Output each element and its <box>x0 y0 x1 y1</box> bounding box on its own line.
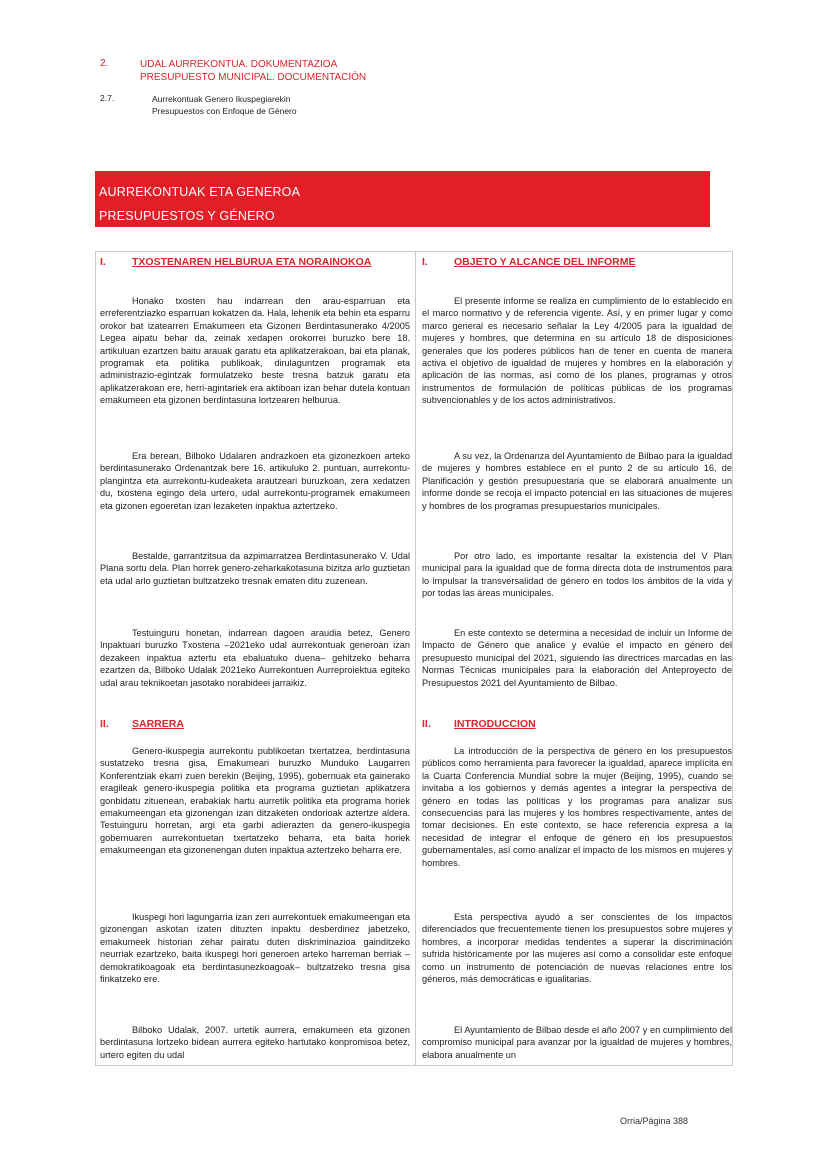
heading-number: I. <box>422 256 428 268</box>
subsection-number: 2.7. <box>100 93 115 103</box>
basque-column <box>100 252 410 1065</box>
heading-text: INTRODUCCION <box>454 718 536 730</box>
subsection-title <box>152 93 297 117</box>
paragraph: El presente informe se realiza en cumplimiento de lo establecido en el marco normativo y de referencia vigente. Así, y en primer lugar y como marco general es necesario señalar la Ley 4/2005 para la igualdad de mujeres y hombres, que determina en su artículo 18 de disposiciones generales que los poderes públicos han de tener en cuenta de manera activa el objetivo de igualdad de mujeres y hombres en la elaboración y aplicación de las normas, así como de los planes, programas y otros instrumentos de formulación de políticas públicas de los programas subvencionables y de los actos administrativos. <box>422 296 732 406</box>
heading-text: SARRERA <box>132 718 184 730</box>
paragraph: Por otro lado, es importante resaltar la existencia del V Plan municipal para la igualdad que de forma directa dota de instrumentos para lo impulsar la transversalidad de género en todos los ámbitos de la vida y por todas las áreas municipales. <box>422 551 732 599</box>
spanish-column <box>422 252 732 1065</box>
title-banner <box>95 171 710 227</box>
paragraph: Testuinguru honetan, indarrean dagoen araudia betez, Genero Inpaktuari buruzko Txostena –2021eko udal aurrekontuak generoan izan dezakeen inpaktua aztertu eta ebaluatuko duena– gehitzeko beharra ezartzen da, Bilboko Udalak 2021eko Aurrekontuen Aurreproiektua egiteko udal arau teknikoetan jasotako norabideei jarraikiz. <box>100 628 410 688</box>
column-divider <box>415 252 416 1065</box>
section-title <box>140 58 366 84</box>
subsection-title-eu: Aurrekontuak Genero Ikuspegiarekin <box>152 94 291 104</box>
paragraph: Bestalde, garrantzitsua da azpimarratzea Berdintasunerako V. Udal Plana sortu dela. Plan horrek genero-zeharkakotasuna bizitza arlo guztietan eta udal arlo guztietan bultzatzeko tresnak ematen ditu zuzenean. <box>100 551 410 586</box>
section-title-es: PRESUPUESTO MUNICIPAL. DOCUMENTACIÓN <box>140 72 367 83</box>
paragraph: La introducción de la perspectiva de género en los presupuestos públicos como herramienta para favorecer la igualdad, aparece implícita en la Cuarta Conferencia Mundial sobre la mujer (Beijing, 1995), cuando se invitaba a los gobiernos y demás agentes a integrar la perspectiva de género en todas las políticas y los programas para analizar sus consecuencias para las mujeres y los hombres respectivamente, antes de tomar decisiones. En este contexto, se hace referencia expresa a la necesidad de integrar el enfoque de género en los presupuestos gubernamentales, así como analizar el impacto de los mismos en mujeres y hombres. <box>422 746 732 868</box>
paragraph: Esta perspectiva ayudó a ser conscientes de los impactos diferenciados que frecuentemente tienen los presupuestos sobre mujeres y hombres, a incorporar medidas tendentes a superar la discriminación sufrida históricamente por las mujeres así como a consolidar este enfoque como un instrumento de potenciación de nuevas relaciones entre los géneros, más democráticas e igualitarias. <box>422 912 732 985</box>
paragraph: Bilboko Udalak, 2007. urtetik aurrera, emakumeen eta gizonen berdintasuna lortzeko bidean aurrera egiteko hartutako konpromisoa betez, urtero egiten du udal <box>100 1025 410 1060</box>
heading-objective-eu <box>100 256 410 269</box>
banner-title-es: PRESUPUESTOS Y GÉNERO <box>99 209 275 223</box>
banner-title-eu: AURREKONTUAK ETA GENEROA <box>99 185 301 199</box>
section-title-eu: UDAL AURREKONTUA. DOKUMENTAZIOA <box>140 59 338 70</box>
paragraph: A su vez, la Ordenanza del Ayuntamiento de Bilbao para la igualdad de mujeres y hombres establece en el punto 2 de su artículo 16, de Planificación y gestión presupuestaria que se elaborará anualmente un informe donde se recoja el impacto potencial en las situaciones de mujeres y hombres de los programas presupuestarios municipales. <box>422 451 732 511</box>
heading-objective-es <box>422 256 732 269</box>
paragraph: En este contexto se determina a necesidad de incluir un Informe de Impacto de Género que analice y evalúe el impacto en género del presupuesto municipal del 2021, siguiendo las directrices marcadas en las Normas Técnicas municipales para la elaboración del Anteproyecto de Presupuestos 2021 del Ayuntamiento de Bilbao. <box>422 628 732 688</box>
heading-text: OBJETO Y ALCANCE DEL INFORME <box>454 256 636 268</box>
heading-number: II. <box>422 718 431 730</box>
heading-number: I. <box>100 256 106 268</box>
bilingual-columns <box>95 251 733 1066</box>
subsection-title-es: Presupuestos con Enfoque de Género <box>152 106 297 116</box>
paragraph: Ikuspegi hori lagungarria izan zen aurrekontuek emakumeengan eta gizonengan askotan izaten dituzten inpaktu desberdinez jabetzeko, emakumeek historian zehar pairatu duten diskriminazioa gainditzeko neurriak ezartzeko, baita ikuspegi hori generoen arteko harreman berriak –demokratikoagoak eta berdintasunezkoagoak– bultzatzeko tresna gisa finkatzeko ere. <box>100 912 410 985</box>
paragraph: Honako txosten hau indarrean den arau-esparruan eta erreferentziazko esparruan kokatzen da. Hala, lehenik eta behin eta esparru orokor bat izatearren Emakumeen eta Gizonen Berdintasunerako 4/2005 Legea aipatu behar da, zeinak xedapen orokorrei buruzko bere 18. artikuluan ezartzen baitu arauak garatu eta aplikatzerakoan, bai eta planak, programak eta politika publikoak, dirulaguntzen programak eta administrazio-egintzak formulatzeko beste tresna batzuk garatu eta aplikatzerakoan ere, herri-agintariek era aktiboan izan behar dutela kontuan emakumeen eta gizonen berdintasuna lortzearen helburua. <box>100 296 410 406</box>
heading-introduction-es <box>422 718 732 731</box>
heading-text: TXOSTENAREN HELBURUA ETA NORAINOKOA <box>132 256 372 268</box>
paragraph: El Ayuntamiento de Bilbao desde el año 2007 y en cumplimiento del compromiso municipal para avanzar por la igualdad de mujeres y hombres, elabora anualmente un <box>422 1025 732 1060</box>
paragraph: Genero-ikuspegia aurrekontu publikoetan txertatzea, berdintasuna sustatzeko tresna gisa, Emakumeari buruzko Munduko Laugarren Konferentziak ekarri zuen berekin (Beijing, 1995), gobernuak eta gainerako eragileak genero-ikuspegia politika eta programa guztietan aplikatzera gonbidatu zituenean, erabakiak hartu aurretik politika eta programa horiek emakumeengan eta gizonengan izan ditzaketen ondorioak aztertze aldera. Testuinguru horretan, argi eta garbi adierazten da genero-ikuspegia gobernuaren aurrekontuetan txertatzeko beharra, eta baita horiek emakumeengan eta gizonenengan duten inpaktua aztertzeko beharra ere. <box>100 746 410 856</box>
heading-introduction-eu <box>100 718 410 731</box>
paragraph: Era berean, Bilboko Udalaren andrazkoen eta gizonezkoen arteko berdintasunerako Ordenantzak bere 16. artikuluko 2. puntuan, aurrekontu-plangintza eta aurrekontu-kudeaketa arautzeari buruzkoan, zera xedatzen du, txostena egingo dela urtero, udal aurrekontu-programek emakumeen eta gizonen egoeretan izan lezaketen inpaktua aztertzeko. <box>100 451 410 511</box>
heading-number: II. <box>100 718 109 730</box>
page-number: Orria/Página 388 <box>620 1116 689 1126</box>
section-number: 2. <box>100 58 109 69</box>
